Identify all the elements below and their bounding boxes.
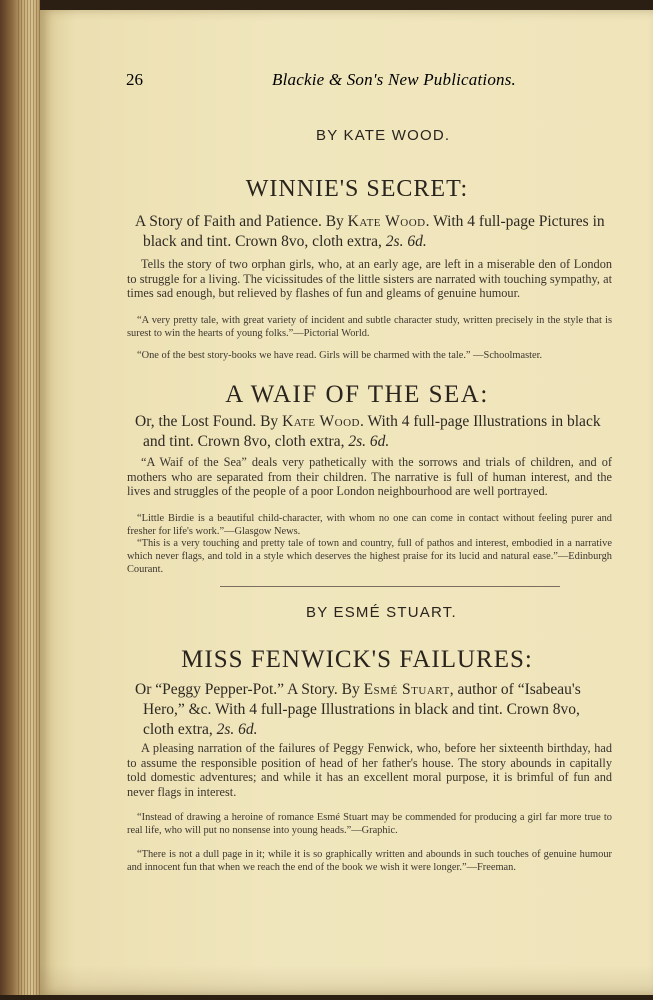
- author-heading-kate-wood: BY KATE WOOD.: [316, 127, 451, 144]
- book-title-winnies-secret: WINNIE'S SECRET:: [245, 176, 469, 202]
- book-description: Or “Peggy Pepper-Pot.” A Story. By Esmé Stuart, author of “Isabeau's Hero,” &c. With 4 full-page Illustrations in black and tint. Crown 8vo, cloth extra, 2s. 6d.: [135, 681, 581, 738]
- page-edges: [18, 0, 40, 1000]
- review-quote: “One of the best story-books we have read. Girls will be charmed with the tale.” —Schoolmaster.: [137, 350, 543, 361]
- book-description: Or, the Lost Found. By Kate Wood. With 4 full-page Illustrations in black and tint. Crown 8vo, cloth extra, 2s. 6d.: [135, 413, 601, 450]
- running-title: Blackie & Son's New Publications.: [272, 70, 516, 89]
- book-page: [40, 10, 653, 995]
- review-quote: “Instead of drawing a heroine of romance Esmé Stuart may be commended for producing a girl far more true to real life, who will put no nonsense into young heads.”—Graphic.: [127, 812, 612, 836]
- book-description: A Story of Faith and Patience. By Kate Wood. With 4 full-page Pictures in black and tint. Crown 8vo, cloth extra, 2s. 6d.: [135, 213, 605, 250]
- running-head: [126, 70, 516, 94]
- bottom-edge: [0, 995, 653, 1000]
- review-quote: “A very pretty tale, with great variety of incident and subtle character study, written precisely in the style that is surest to win the hearts of young folks.”—Pictorial World.: [127, 315, 612, 339]
- book-blurb: A pleasing narration of the failures of Peggy Fenwick, who, before her sixteenth birthday, had to assume the responsible position of head of her father's house. The story abounds in capitally told domestic adventures; and while it has an excellent moral purpose, it is brimful of fun and never flags in interest.: [127, 741, 612, 799]
- section-divider: [220, 586, 560, 587]
- page-number: 26: [126, 70, 143, 89]
- book-blurb: “A Waif of the Sea” deals very pathetically with the sorrows and trials of children, and of mothers who are separated from their children. The narrative is full of human interest, and the lives and struggles of the people of a poor London neighbourhood are well portrayed.: [127, 455, 612, 498]
- page-shading: [40, 965, 653, 995]
- book-gutter: [0, 0, 40, 1000]
- book-blurb: Tells the story of two orphan girls, who, at an early age, are left in a miserable den of London to struggle for a living. The vicissitudes of the little sisters are narrated with touching sympathy, at times sad enough, but relieved by flashes of fun and gleams of genuine humour.: [127, 257, 612, 300]
- top-edge: [0, 0, 653, 10]
- review-quote: “This is a very touching and pretty tale of town and country, full of pathos and interest, embodied in a narrative which never flags, and told in a style which deserves the highest praise for its lucid and natural ease.”—Edinburgh Courant.: [127, 538, 612, 575]
- book-title-waif-of-the-sea: A WAIF OF THE SEA:: [225, 381, 489, 408]
- review-quote: “There is not a dull page in it; while it is so graphically written and abounds in such touches of genuine humour and innocent fun that when we reach the end of the book we wish it were longer.”—Freeman.: [127, 849, 612, 873]
- review-quote: “Little Birdie is a beautiful child-character, with whom no one can come in contact without feeling purer and fresher for life's work.”—Glasgow News.: [127, 513, 612, 537]
- book-title-miss-fenwicks-failures: MISS FENWICK'S FAILURES:: [181, 646, 533, 673]
- author-heading-esme-stuart: BY ESMÉ STUART.: [306, 604, 457, 621]
